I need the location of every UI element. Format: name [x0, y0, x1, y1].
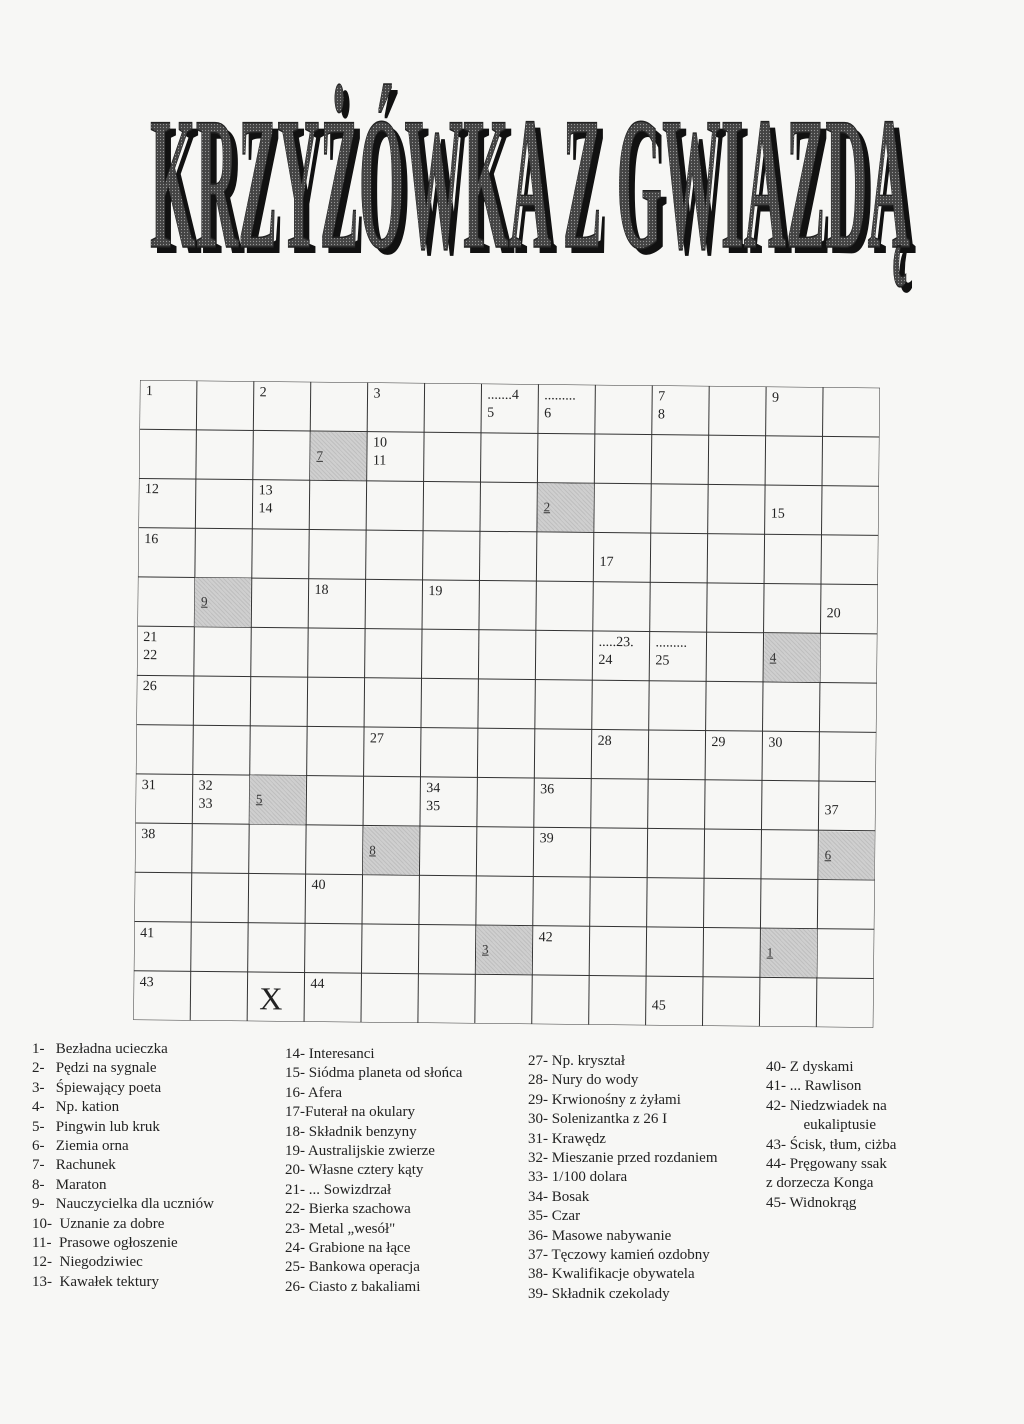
clue-line: 20- Własne cztery kąty: [285, 1162, 424, 1179]
clue-number: 44: [310, 976, 325, 992]
clue-number: 32: [198, 778, 213, 794]
clue-line: 23- Metal „wesół": [285, 1220, 396, 1237]
clue-number: 15: [770, 507, 785, 523]
clue-line: 3- Śpiewający poeta: [32, 1079, 162, 1096]
clue-line: 15- Siódma planeta od słońca: [285, 1065, 463, 1082]
grid-vline: [816, 387, 823, 1027]
clue-number: 31: [141, 777, 156, 794]
clue-number: 34: [426, 780, 441, 797]
clue-number: 33: [198, 796, 213, 812]
clue-line: z dorzecza Konga: [766, 1175, 874, 1192]
clue-line: 43- Ścisk, tłum, ciżba: [766, 1136, 897, 1153]
clue-number: 9: [771, 390, 780, 406]
clue-line: 9- Nauczycielka dla uczniów: [32, 1196, 214, 1213]
clue-number: 37: [824, 803, 839, 819]
clue-line: 29- Krwionośny z żyłami: [528, 1091, 681, 1108]
clue-line: 45- Widnokrąg: [766, 1194, 857, 1211]
clue-number: 25: [655, 653, 670, 669]
shaded-star-cell[interactable]: [764, 633, 820, 682]
grid-hline: [136, 774, 876, 782]
title-art: [135, 75, 925, 295]
clue-line: 14- Interesanci: [285, 1046, 375, 1062]
grid-hline: [135, 872, 875, 880]
clue-line: 17-Futerał na okulary: [285, 1104, 415, 1121]
clue-line: 25- Bankowa operacja: [285, 1259, 420, 1276]
clue-number: .........: [544, 388, 576, 404]
clue-line: 13- Kawałek tektury: [32, 1273, 160, 1290]
grid-vline: [133, 380, 140, 1020]
clue-number: 6: [544, 406, 552, 422]
clue-number: 1: [145, 384, 153, 400]
clue-number: 10: [372, 435, 388, 451]
grid-vline: [873, 388, 880, 1028]
clue-line: 26- Ciasto z bakaliami: [285, 1278, 421, 1295]
clue-number: 16: [144, 531, 159, 547]
clue-number: 22: [143, 648, 158, 664]
clue-number: 20: [826, 606, 841, 622]
clue-number: 12: [144, 482, 159, 498]
x-mark: X: [259, 980, 283, 1017]
grid-vline: [646, 385, 653, 1025]
clue-number: 21: [143, 630, 158, 646]
crossword-grid: [133, 380, 880, 1028]
grid-vline: [589, 385, 596, 1025]
star-letter-number: 1: [766, 944, 774, 960]
clue-line: 41- ... Rawlison: [766, 1078, 862, 1095]
grid-hline: [140, 380, 880, 388]
clue-number: 40: [311, 878, 326, 894]
clue-line: 40- Z dyskami: [766, 1059, 854, 1075]
star-letter-number: 7: [316, 447, 324, 463]
grid-hline: [139, 478, 879, 486]
clue-line: 34- Bosak: [528, 1188, 590, 1205]
clue-number: 17: [599, 554, 614, 570]
clue-line: 12- Niegodziwiec: [32, 1254, 143, 1271]
clue-number: .......4: [487, 387, 519, 403]
clue-line: 1- Bezładna ucieczka: [32, 1041, 168, 1057]
star-letter-number: 8: [369, 841, 376, 858]
shaded-star-cell[interactable]: [476, 926, 532, 975]
clue-line: 37- Tęczowy kamień ozdobny: [528, 1246, 710, 1263]
clue-line: 21- ... Sowizdrzał: [285, 1181, 392, 1198]
shaded-star-cell[interactable]: [250, 776, 306, 825]
clue-number: 7: [658, 389, 666, 405]
clue-number: 19: [428, 583, 443, 600]
clue-line: 22- Bierka szachowa: [285, 1201, 411, 1218]
clue-number: .....23.: [598, 634, 634, 651]
clue-line: 19- Australijskie zwierze: [285, 1142, 435, 1159]
clue-number: 24: [598, 652, 613, 669]
grid-vline: [418, 383, 425, 1023]
grid-hline: [135, 823, 875, 831]
star-letter-number: 2: [543, 499, 551, 515]
clue-number: 42: [538, 929, 553, 945]
star-letter-number: 4: [769, 649, 777, 665]
clue-line: 8- Maraton: [32, 1176, 107, 1193]
clue-line: 18- Składnik benzyny: [285, 1123, 417, 1140]
clue-number: 41: [140, 925, 155, 941]
star-letter-number: 3: [482, 941, 489, 957]
clue-line: 11- Prasowe ogłoszenie: [32, 1234, 178, 1251]
clue-line: 30- Solenizantka z 26 I: [528, 1111, 668, 1128]
clue-line: 4- Np. kation: [32, 1099, 120, 1116]
clue-line: 38- Kwalifikacje obywatela: [528, 1266, 695, 1283]
clue-number: 11: [372, 453, 387, 469]
clue-line: 28- Nury do wody: [528, 1072, 639, 1089]
clue-line: 16- Afera: [285, 1084, 343, 1101]
clue-number: 28: [597, 733, 612, 749]
clue-number: 18: [314, 582, 329, 598]
clue-number: 13: [258, 483, 273, 499]
clue-line: 31- Krawędz: [528, 1130, 606, 1147]
clues-column-1: [32, 1040, 214, 1292]
clue-number: 26: [142, 679, 157, 695]
clues-column-3: [528, 1052, 718, 1304]
clue-number: 39: [539, 831, 554, 847]
clue-number: 45: [651, 998, 666, 1014]
grid-vline: [190, 381, 197, 1021]
clue-number: 2: [259, 385, 267, 401]
grid-hline: [138, 528, 878, 536]
clue-number: 36: [540, 782, 555, 798]
clues-column-4: [766, 1058, 896, 1213]
clue-line: 5- Pingwin lub kruk: [32, 1118, 160, 1135]
clue-line: 32- Mieszanie przed rozdaniem: [528, 1149, 718, 1166]
clue-number: 30: [768, 735, 783, 751]
clue-line: 35- Czar: [528, 1208, 581, 1225]
clues-column-2: [285, 1045, 462, 1297]
clue-line: 39- Składnik czekolady: [528, 1285, 670, 1302]
grid-vline: [702, 386, 709, 1026]
clue-number: .........: [655, 635, 688, 651]
shaded-star-cell[interactable]: [195, 578, 251, 627]
clue-line: 44- Pręgowany ssak: [766, 1155, 887, 1172]
shaded-star-cell[interactable]: [363, 826, 419, 875]
clue-line: 27- Np. kryształ: [528, 1053, 626, 1069]
crossword-title: [135, 75, 925, 295]
clue-line: eukaliptusie: [766, 1117, 876, 1134]
clue-number: 35: [426, 798, 441, 815]
clue-line: 36- Masowe nabywanie: [528, 1227, 672, 1244]
clue-number: 27: [369, 731, 385, 747]
star-letter-number: 9: [201, 594, 208, 610]
clue-line: 42- Niedzwiadek na: [766, 1097, 887, 1114]
clue-number: 3: [373, 386, 381, 402]
shaded-star-cell[interactable]: [310, 432, 366, 481]
title-text: KRZYŻÓWKA Z GWIAZDĄ: [150, 79, 910, 289]
clue-line: 24- Grabione na łące: [285, 1239, 411, 1256]
grid-hline: [136, 725, 876, 733]
clue-number: 38: [141, 827, 156, 843]
grid-vline: [247, 381, 254, 1021]
clue-line: 33- 1/100 dolara: [528, 1169, 628, 1186]
clue-line: 7- Rachunek: [32, 1157, 116, 1174]
clue-line: 10- Uznanie za dobre: [32, 1215, 165, 1232]
clue-number: 5: [487, 405, 495, 421]
shaded-star-cell[interactable]: [818, 831, 874, 880]
clue-number: 14: [258, 501, 273, 517]
title-shadow: KRZYŻÓWKA Z GWIAZDĄ: [156, 85, 916, 295]
shaded-star-cell[interactable]: [760, 929, 816, 978]
grid-vline: [532, 384, 539, 1024]
clue-number: 29: [711, 734, 726, 750]
clue-line: 2- Pędzi na sygnale: [32, 1060, 157, 1077]
clue-number: 43: [139, 974, 154, 990]
clue-number: 8: [657, 407, 666, 423]
grid-hline: [139, 429, 879, 437]
clue-line: 6- Ziemia orna: [32, 1137, 129, 1154]
star-letter-number: 6: [824, 846, 832, 862]
star-letter-number: 5: [255, 791, 263, 807]
grid-hline: [133, 1020, 873, 1028]
shaded-star-cell[interactable]: [537, 483, 593, 532]
